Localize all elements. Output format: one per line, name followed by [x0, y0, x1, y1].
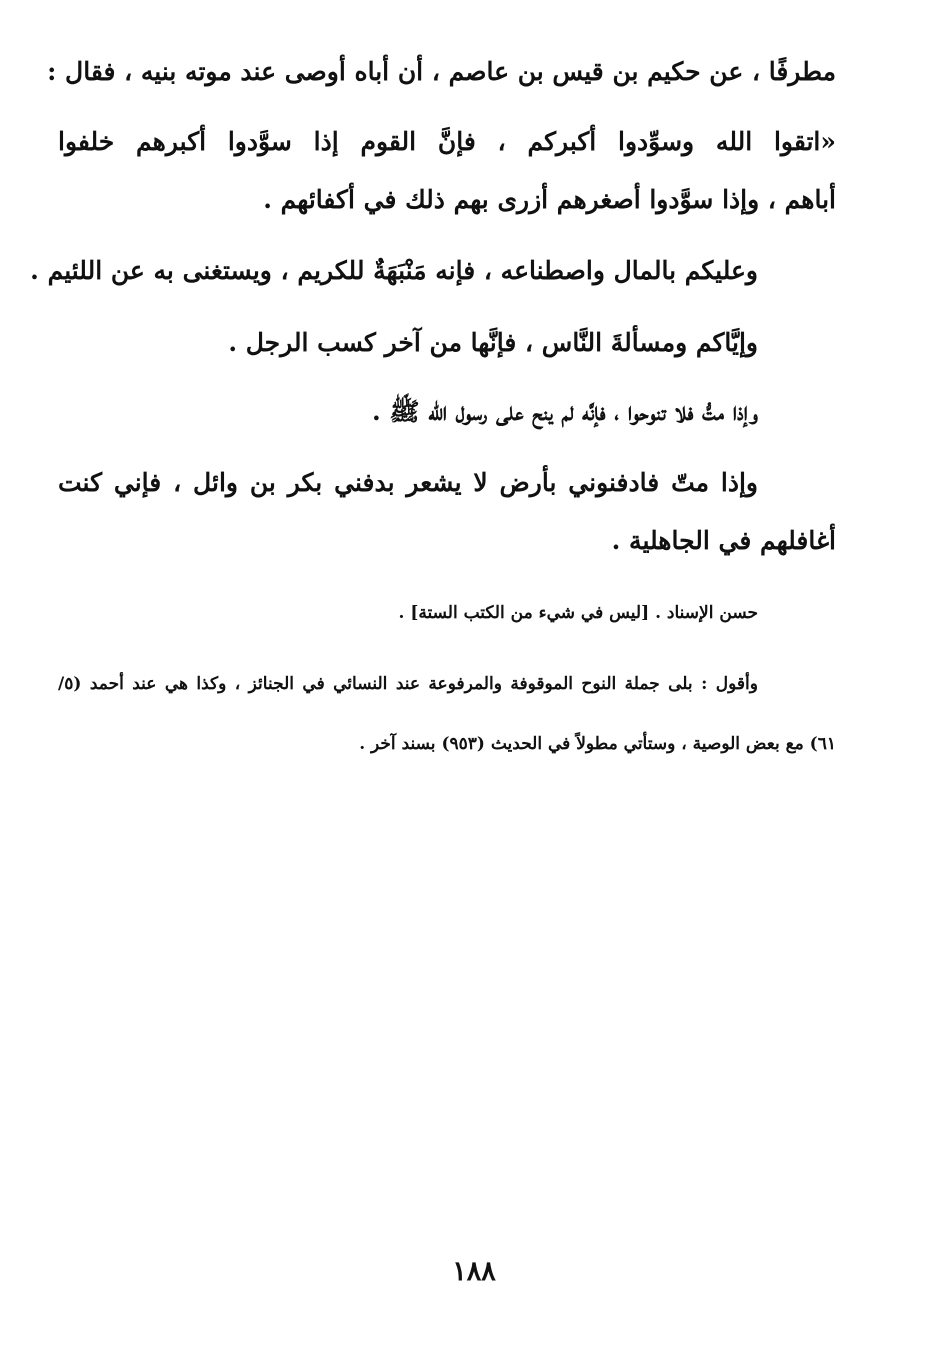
text-line: وإذا متُّ فلا تنوحوا ، فإنَّه لم ينح على رسول الله ﷺ . — [371, 397, 758, 426]
text-line: وإيَّاكم ومسألةَ النَّاس ، فإنَّها من آخر كسب الرجل . — [228, 328, 758, 357]
grade-label: حسن الإسناد — [666, 603, 758, 623]
text-line: وعليكم بالمال واصطناعه ، فإنه مَنْبَهَةٌ للكريم ، ويستغنى به عن اللئيم . — [30, 256, 758, 285]
text-line: أغافلهم في الجاهلية . — [611, 526, 836, 555]
text-line: أباهم ، وإذا سوَّدوا أصغرهم أزرى بهم ذلك في أكفائهم . — [263, 185, 836, 214]
comment-line: ٦١) مع بعض الوصية ، وستأتي مطولاً في الحديث (٩٥٣) بسند آخر . — [359, 734, 836, 754]
comment-label: وأقول : — [701, 674, 758, 694]
text-line: «اتقوا الله وسوِّدوا أكبركم ، فإنَّ القوم إذا سوَّدوا أكبرهم خلفوا — [58, 127, 836, 156]
text-line: وإذا متّ فادفنوني بأرض لا يشعر بدفني بكر بن وائل ، فإني كنت — [58, 468, 758, 497]
page-number: ١٨٨ — [452, 1256, 496, 1287]
comment-line — [58, 669, 758, 699]
text-line: مطرفًا ، عن حكيم بن قيس بن عاصم ، أن أباه أوصى عند موته بنيه ، فقال : — [47, 57, 836, 86]
grade-line — [398, 598, 758, 628]
grade-note: . [ليس في شيء من الكتب الستة] . — [398, 603, 661, 623]
comment-text: بلى جملة النوح الموقوفة والمرفوعة عند النسائي في الجنائز ، وكذا هي عند أحمد (٥/ — [58, 674, 693, 694]
